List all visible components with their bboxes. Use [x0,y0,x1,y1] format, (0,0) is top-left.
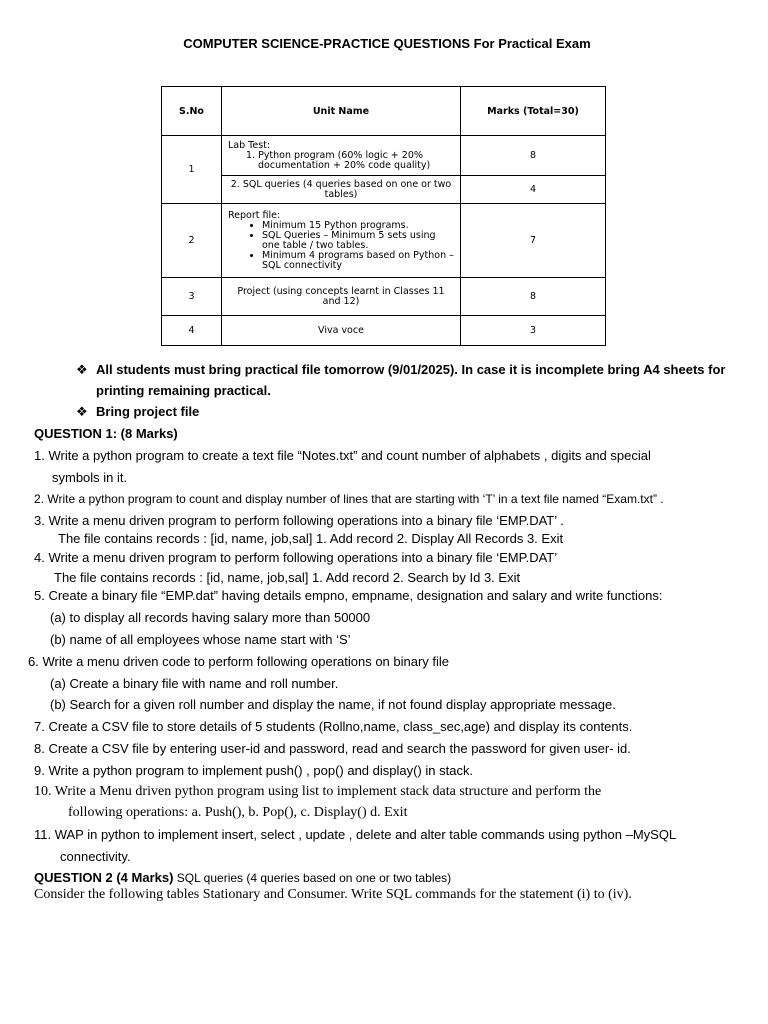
row-sno: 2 [162,204,222,278]
header-marks: Marks (Total=30) [461,87,606,136]
row-marks: 8 [461,136,606,176]
q1-item-3-cont: The file contains records : [id, name, job,sal] 1. Add record 2. Display All Records 3. Exit [58,531,564,546]
q1-item-7: 7. Create a CSV file to store details of 5 students (Rollno,name, class_sec,age) and display its contents. [34,719,633,734]
diamond-bullet-icon: ❖ [76,404,88,419]
page-title: COMPUTER SCIENCE-PRACTICE QUESTIONS For Practical Exam [183,36,591,51]
header-unit-name: Unit Name [222,87,461,136]
q2-instruction: Consider the following tables Stationary and Consumer. Write SQL commands for the statement (i) to (iv). [34,887,632,902]
table-row [162,136,606,176]
q1-item-8: 8. Create a CSV file by entering user-id and password, read and search the password for given user- id. [34,741,631,756]
lab-item-python: 1. Python program (60% logic + 20% documentation + 20% code quality) [246,149,431,171]
q1-item-2: 2. Write a python program to count and display number of lines that are starting with ‘T’ in a text file named “Exam.txt” . [34,492,664,506]
note-practical-file [76,359,756,401]
row-marks: 8 [461,278,606,316]
q1-item-10-cont: following operations: a. Push(), b. Pop(), c. Display() d. Exit [68,805,408,820]
q1-item-11-cont: connectivity. [60,849,131,864]
q1-item-6a: (a) Create a binary file with name and roll number. [50,676,339,691]
row-marks: 7 [461,204,606,278]
table-header-row [162,87,606,136]
q2-heading-sub: SQL queries (4 queries based on one or two tables) [173,871,452,885]
q1-item-5: 5. Create a binary file “EMP.dat” having details empno, empname, designation and salary and write functions: [34,588,663,603]
q1-item-4-cont: The file contains records : [id, name, job,sal] 1. Add record 2. Search by Id 3. Exit [54,570,521,585]
marks-table [161,86,606,346]
row-marks: 4 [461,176,606,204]
q1-item-1: 1. Write a python program to create a text file “Notes.txt” and count number of alphabets , digits and special [34,448,651,463]
row-unit [222,204,461,278]
report-list [228,221,454,271]
q2-heading-bold: QUESTION 2 (4 Marks) [34,870,174,885]
q1-item-6b: (b) Search for a given roll number and display the name, if not found display appropriate message. [50,697,616,712]
note-text: All students must bring practical file tomorrow (9/01/2025). In case it is incomplete bring A4 sheets for printing remaining practical. [96,362,726,398]
row-sno: 4 [162,316,222,346]
table-row [162,176,606,204]
notes-section [76,359,756,422]
q1-item-6: 6. Write a menu driven code to perform following operations on binary file [28,654,450,669]
table-row [162,278,606,316]
row-unit: 2. SQL queries (4 queries based on one or two tables) [222,176,461,204]
q1-item-3: 3. Write a menu driven program to perform following operations into a binary file ‘EMP.DAT’ . [34,513,564,528]
row-sno: 3 [162,278,222,316]
lab-test-label: Lab Test: [228,139,271,151]
q1-item-5b: (b) name of all employees whose name start with ‘S’ [50,632,351,647]
row-unit [222,136,461,176]
row-unit: Viva voce [222,316,461,346]
q1-item-10: 10. Write a Menu driven python program using list to implement stack data structure and perform the [34,784,602,799]
q1-item-4: 4. Write a menu driven program to perform following operations into a binary file ‘EMP.DAT’ [34,550,558,565]
row-sno: 1 [162,136,222,204]
list-item: • SQL Queries – Minimum 5 sets using one table / two tables. [262,231,454,251]
header-sno: S.No [162,87,222,136]
table-row [162,316,606,346]
question-1-heading: QUESTION 1: (8 Marks) [34,426,178,441]
q1-item-5a: (a) to display all records having salary more than 50000 [50,610,371,625]
q1-item-9: 9. Write a python program to implement push() , pop() and display() in stack. [34,763,474,778]
list-item: • Minimum 4 programs based on Python – SQL connectivity [262,251,454,271]
question-2-heading [34,870,451,885]
table-row [162,204,606,278]
q1-item-11: 11. WAP in python to implement insert, select , update , delete and alter table commands using python –MySQL [34,827,677,842]
q1-item-1-cont: symbols in it. [52,470,128,485]
note-text: Bring project file [96,404,200,419]
row-unit: Project (using concepts learnt in Classes 11 and 12) [222,278,461,316]
note-project-file [76,401,756,422]
row-marks: 3 [461,316,606,346]
list-item: • Minimum 15 Python programs. [262,221,454,231]
report-file-label: Report file: [228,209,281,221]
diamond-bullet-icon: ❖ [76,362,88,377]
